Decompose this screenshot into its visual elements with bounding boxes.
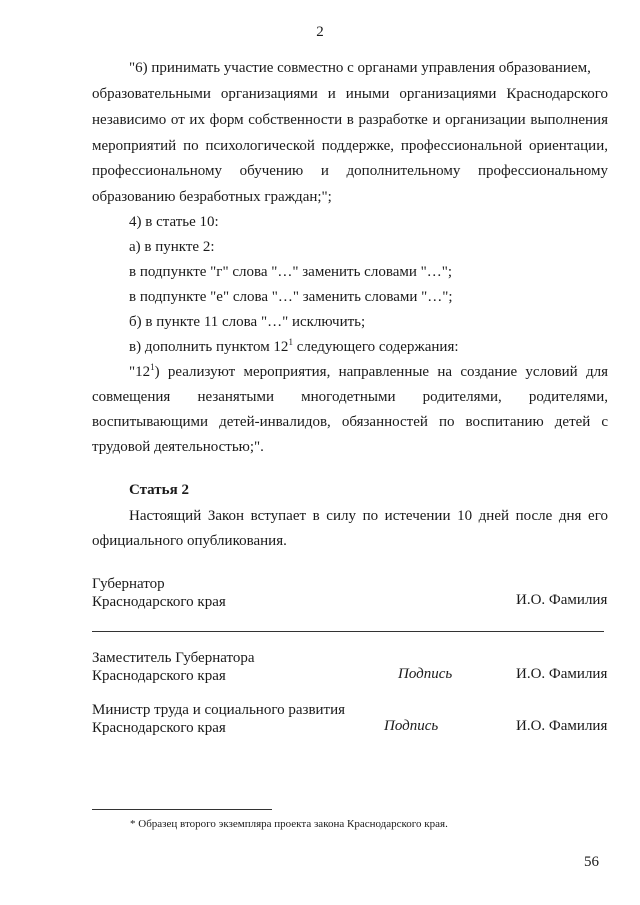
governor-region: Краснодарского края (92, 594, 226, 610)
separator-line (92, 631, 604, 632)
deputy-name: И.О. Фамилия (516, 666, 608, 682)
item-a: а) в пункте 2: (129, 239, 215, 255)
article-2-title: Статья 2 (129, 482, 189, 498)
para-12-suffix: ) реализуют мероприятия, направленные на создание условий для (154, 364, 608, 380)
bottom-page-number: 56 (584, 854, 599, 870)
paragraph-line: образованию безработных граждан;"; (92, 189, 332, 205)
minister-signature: Подпись (384, 718, 439, 734)
paragraph-line: независимо от их форм собственности в разработке и организации выполнения (92, 112, 608, 128)
page-number: 2 (316, 24, 324, 40)
paragraph-line: мероприятий по психологической поддержке, профессиональной ориентации, (92, 138, 608, 154)
paragraph-line: "6) принимать участие совместно с органами управления образованием, (129, 60, 591, 76)
paragraph-line: образовательными организациями и иными организациями Краснодарского (92, 86, 608, 102)
item-e: в подпункте "е" слова "…" заменить словами "…"; (129, 289, 453, 305)
item-g: в подпункте "г" слова "…" заменить словами "…"; (129, 264, 453, 280)
deputy-signature: Подпись (398, 666, 453, 682)
item-v-prefix: в) дополнить пунктом 12 (129, 339, 289, 355)
governor-title: Губернатор (92, 576, 165, 592)
item-v-sup: 1 (288, 337, 293, 347)
paragraph-line: трудовой деятельностью;". (92, 439, 264, 455)
item-b: б) в пункте 11 слова "…" исключить; (129, 314, 366, 330)
minister-region: Краснодарского края (92, 720, 226, 736)
item-v-suffix: следующего содержания: (292, 339, 459, 355)
paragraph-12-first-line (129, 362, 608, 382)
deputy-region: Краснодарского края (92, 668, 226, 684)
paragraph-line: профессиональному обучению и дополнительному профессиональному (92, 163, 608, 179)
minister-name: И.О. Фамилия (516, 718, 608, 734)
item-4: 4) в статье 10: (129, 214, 219, 230)
paragraph-line: воспитывающими детей-инвалидов, обязанностей по воспитанию детей с (92, 414, 608, 430)
deputy-title: Заместитель Губернатора (92, 650, 255, 666)
item-v (129, 337, 459, 357)
minister-title: Министр труда и социального развития (92, 702, 346, 718)
paragraph-line: совмещения незанятыми многодетными родителями, родителями, (92, 389, 608, 405)
article-2-line: Настоящий Закон вступает в силу по истечении 10 дней после дня его (129, 508, 608, 524)
article-2-line: официального опубликования. (92, 533, 287, 549)
footnote-separator (92, 809, 272, 810)
governor-name: И.О. Фамилия (516, 592, 608, 608)
para-12-prefix: "12 (129, 364, 151, 380)
footnote-text: * Образец второго экземпляра проекта закона Краснодарского края. (130, 818, 448, 830)
para-12-sup: 1 (150, 362, 155, 372)
